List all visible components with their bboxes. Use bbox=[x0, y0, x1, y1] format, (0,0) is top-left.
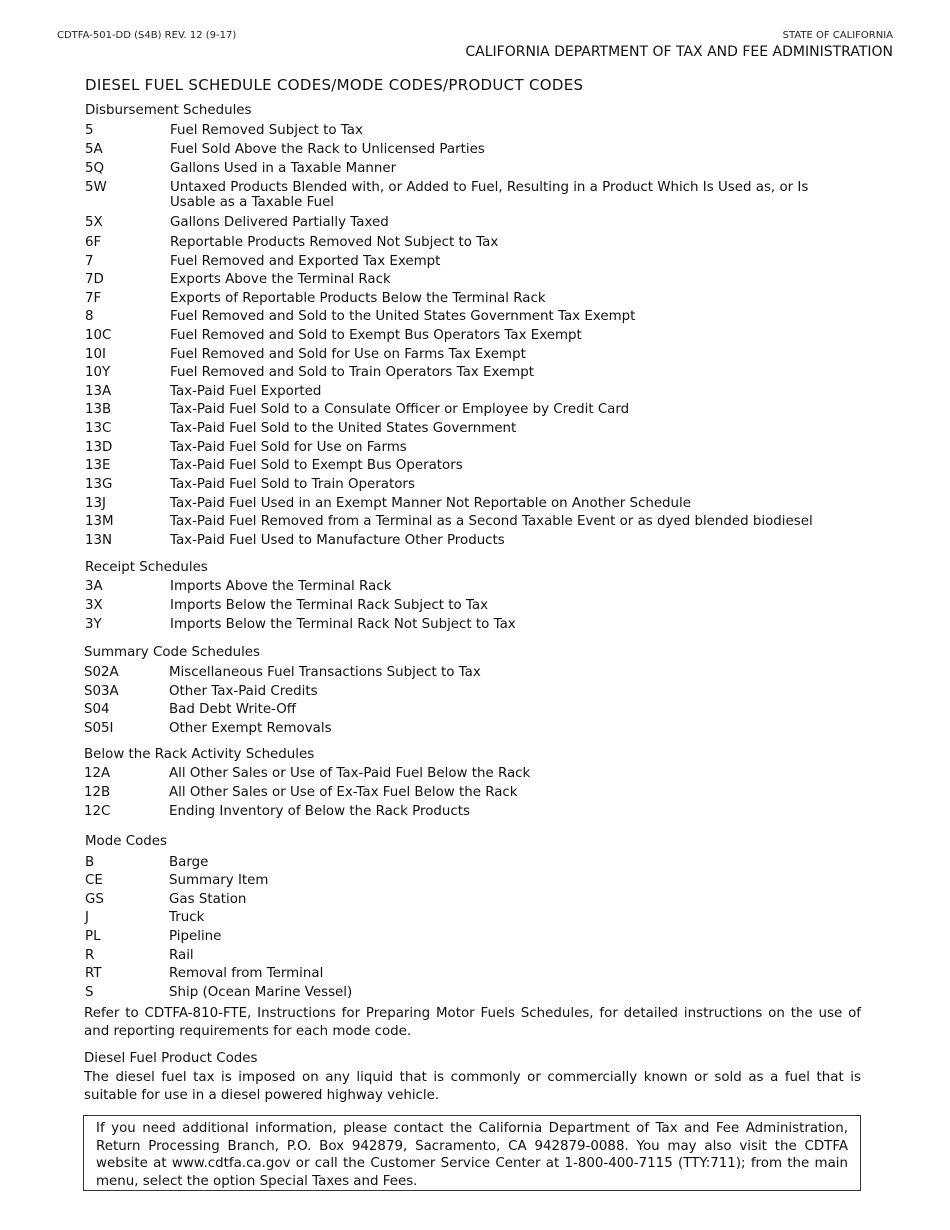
schedule-code: 12B bbox=[84, 785, 111, 800]
mode-code: PL bbox=[85, 929, 101, 944]
schedule-description: Other Exempt Removals bbox=[169, 721, 332, 736]
mode-description: Rail bbox=[169, 948, 194, 963]
page-title: DIESEL FUEL SCHEDULE CODES/MODE CODES/PRODUCT CODES bbox=[85, 76, 584, 94]
mode-description: Ship (Ocean Marine Vessel) bbox=[169, 985, 353, 1000]
mode-code: RT bbox=[85, 966, 102, 981]
schedule-code: 10I bbox=[85, 347, 106, 362]
schedule-description: Bad Debt Write-Off bbox=[169, 702, 297, 717]
schedule-code: 12A bbox=[84, 766, 111, 781]
schedule-code: 3X bbox=[85, 598, 103, 613]
mode-code: S bbox=[85, 985, 94, 1000]
schedule-code: 5W bbox=[85, 180, 107, 195]
schedule-description: Tax-Paid Fuel Sold to Exempt Bus Operators bbox=[170, 458, 463, 473]
schedule-code: 3A bbox=[85, 579, 103, 594]
mode-description: Barge bbox=[169, 855, 209, 870]
schedule-description: Fuel Removed and Sold to Exempt Bus Operators Tax Exempt bbox=[170, 328, 582, 343]
schedule-code: 13D bbox=[85, 440, 113, 455]
schedule-code: S04 bbox=[84, 702, 110, 717]
schedule-code: 13G bbox=[85, 477, 113, 492]
mode-description: Summary Item bbox=[169, 873, 269, 888]
schedule-code: 5Q bbox=[85, 161, 105, 176]
schedule-description: Imports Below the Terminal Rack Subject to Tax bbox=[170, 598, 488, 613]
below-rack-heading: Below the Rack Activity Schedules bbox=[84, 747, 315, 762]
schedule-code: 5A bbox=[85, 142, 103, 157]
schedule-description: Fuel Removed Subject to Tax bbox=[170, 123, 363, 138]
schedule-code: 12C bbox=[84, 804, 111, 819]
schedule-description: Fuel Sold Above the Rack to Unlicensed Parties bbox=[170, 142, 485, 157]
mode-code: CE bbox=[85, 873, 103, 888]
schedule-code: 7F bbox=[85, 291, 102, 306]
schedule-code: S05I bbox=[84, 721, 114, 736]
disbursement-heading: Disbursement Schedules bbox=[85, 103, 252, 118]
schedule-description: Untaxed Products Blended with, or Added to Fuel, Resulting in a Product Which Is Used as, or Is Usable as a Taxable Fuel bbox=[170, 180, 809, 210]
schedule-description: Exports of Reportable Products Below the Terminal Rack bbox=[170, 291, 546, 306]
schedule-description: Tax-Paid Fuel Used in an Exempt Manner Not Reportable on Another Schedule bbox=[170, 496, 692, 511]
schedule-description: Fuel Removed and Sold for Use on Farms Tax Exempt bbox=[170, 347, 526, 362]
schedule-code: 5 bbox=[85, 123, 94, 138]
schedule-code: 10Y bbox=[85, 365, 111, 380]
schedule-code: 13N bbox=[85, 533, 113, 548]
schedule-description: Fuel Removed and Exported Tax Exempt bbox=[170, 254, 441, 269]
mode-codes-note: Refer to CDTFA-810-FTE, Instructions for Preparing Motor Fuels Schedules, for detailed instructions on the use of and reporting requirements for each mode code. bbox=[84, 1006, 861, 1039]
schedule-description: Tax-Paid Fuel Sold to a Consulate Officer or Employee by Credit Card bbox=[170, 402, 630, 417]
schedule-code: 13C bbox=[85, 421, 112, 436]
schedule-description: Tax-Paid Fuel Exported bbox=[170, 384, 322, 399]
schedule-description: Fuel Removed and Sold to the United States Government Tax Exempt bbox=[170, 309, 636, 324]
department-name: CALIFORNIA DEPARTMENT OF TAX AND FEE ADMINISTRATION bbox=[465, 44, 893, 60]
contact-info-box: If you need additional information, please contact the California Department of Tax and Fee Administration, Return Processing Branch, P.O. Box 942879, Sacramento, CA 942879-0088. You may also visit the CDTFA website at www.cdtfa.ca.gov or call the Customer Service Center at 1-800-400-7115 (TTY:711); from the main menu, select the option Special Taxes and Fees. bbox=[83, 1115, 861, 1191]
schedule-description: Tax-Paid Fuel Used to Manufacture Other Products bbox=[170, 533, 505, 548]
schedule-description: Tax-Paid Fuel Removed from a Terminal as a Second Taxable Event or as dyed blended biodiesel bbox=[170, 514, 813, 529]
schedule-description: Miscellaneous Fuel Transactions Subject to Tax bbox=[169, 665, 481, 680]
state-label: STATE OF CALIFORNIA bbox=[782, 30, 893, 41]
schedule-description: Gallons Delivered Partially Taxed bbox=[170, 215, 389, 230]
schedule-code: 13J bbox=[85, 496, 106, 511]
schedule-code: 13M bbox=[85, 514, 114, 529]
schedule-code: 3Y bbox=[85, 617, 102, 632]
schedule-code: S03A bbox=[84, 684, 119, 699]
mode-description: Pipeline bbox=[169, 929, 222, 944]
schedule-code: 7 bbox=[85, 254, 94, 269]
schedule-code: 7D bbox=[85, 272, 104, 287]
schedule-description: Imports Below the Terminal Rack Not Subject to Tax bbox=[170, 617, 516, 632]
schedule-description: All Other Sales or Use of Tax-Paid Fuel Below the Rack bbox=[169, 766, 531, 781]
schedule-description: Tax-Paid Fuel Sold to Train Operators bbox=[170, 477, 415, 492]
schedule-description: Ending Inventory of Below the Rack Products bbox=[169, 804, 470, 819]
schedule-description: All Other Sales or Use of Ex-Tax Fuel Below the Rack bbox=[169, 785, 518, 800]
form-number: CDTFA-501-DD (S4B) REV. 12 (9-17) bbox=[57, 30, 237, 41]
product-codes-heading: Diesel Fuel Product Codes bbox=[84, 1051, 258, 1066]
mode-code: B bbox=[85, 855, 95, 870]
mode-description: Truck bbox=[169, 910, 205, 925]
summary-heading: Summary Code Schedules bbox=[84, 645, 261, 660]
schedule-code: 13E bbox=[85, 458, 111, 473]
mode-code: J bbox=[85, 910, 89, 925]
mode-code: R bbox=[85, 948, 95, 963]
schedule-code: 6F bbox=[85, 235, 102, 250]
schedule-code: 5X bbox=[85, 215, 103, 230]
schedule-description: Reportable Products Removed Not Subject to Tax bbox=[170, 235, 499, 250]
schedule-description: Other Tax-Paid Credits bbox=[169, 684, 318, 699]
mode-description: Removal from Terminal bbox=[169, 966, 324, 981]
mode-code: GS bbox=[85, 892, 104, 907]
schedule-code: 8 bbox=[85, 309, 94, 324]
schedule-description: Gallons Used in a Taxable Manner bbox=[170, 161, 397, 176]
schedule-description: Tax-Paid Fuel Sold to the United States Government bbox=[170, 421, 517, 436]
mode-description: Gas Station bbox=[169, 892, 247, 907]
receipt-heading: Receipt Schedules bbox=[85, 560, 208, 575]
schedule-description: Tax-Paid Fuel Sold for Use on Farms bbox=[170, 440, 407, 455]
schedule-code: 13B bbox=[85, 402, 112, 417]
schedule-description: Fuel Removed and Sold to Train Operators Tax Exempt bbox=[170, 365, 534, 380]
product-codes-text: The diesel fuel tax is imposed on any liquid that is commonly or commercially known or sold as a fuel that is suitable for use in a diesel powered highway vehicle. bbox=[84, 1070, 861, 1103]
schedule-code: 10C bbox=[85, 328, 112, 343]
schedule-description: Exports Above the Terminal Rack bbox=[170, 272, 391, 287]
schedule-code: S02A bbox=[84, 665, 119, 680]
schedule-description: Imports Above the Terminal Rack bbox=[170, 579, 392, 594]
schedule-code: 13A bbox=[85, 384, 112, 399]
mode-codes-heading: Mode Codes bbox=[85, 834, 167, 849]
